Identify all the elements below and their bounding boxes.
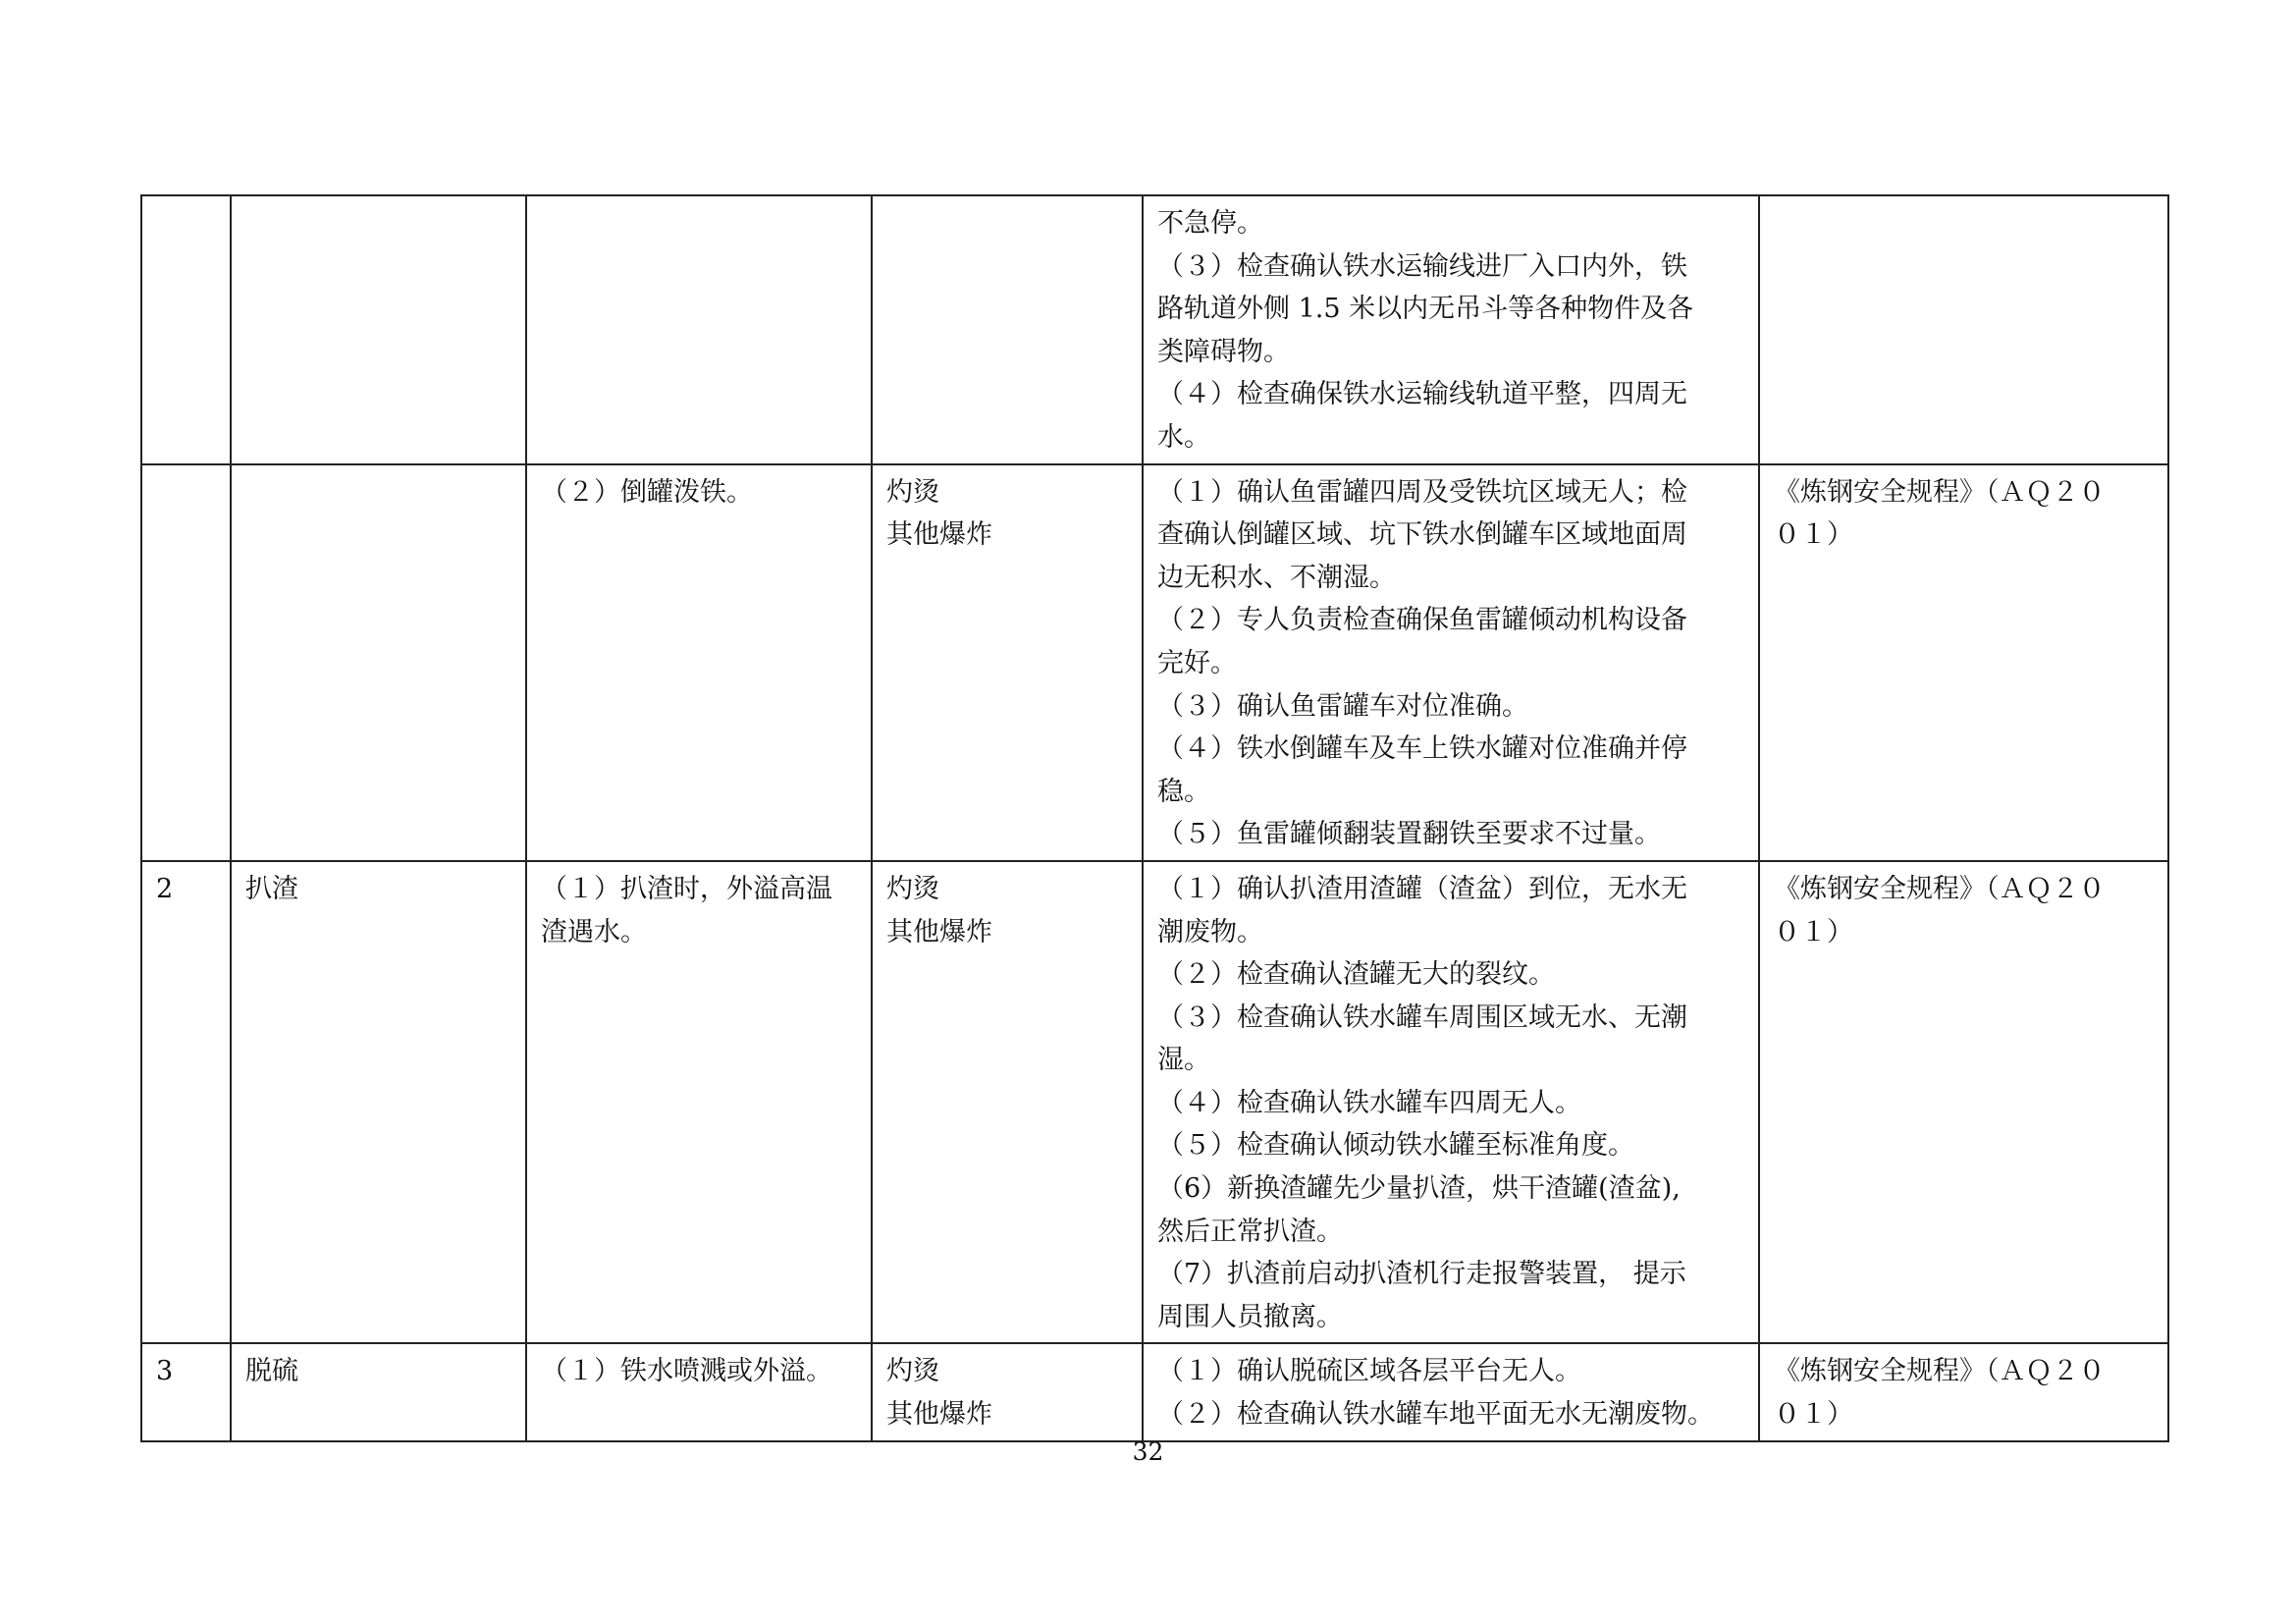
process-cell: 扒渣 xyxy=(231,861,526,1344)
risk-cell xyxy=(526,1343,872,1440)
safety-measures-table xyxy=(140,194,2169,1442)
table-row xyxy=(141,861,2168,1344)
measures-cell-line: （４）检查确认铁水罐车四周无人。 xyxy=(1157,1087,1581,1118)
measures-cell-line: （５）鱼雷罐倾翻装置翻铁至要求不过量。 xyxy=(1157,819,1661,850)
harm-cell-line: 其他爆炸 xyxy=(886,916,992,947)
measures-cell-line: 周围人员撤离。 xyxy=(1157,1301,1343,1332)
measures-cell-line: （３）检查确认铁水运输线进厂入口内外，铁 xyxy=(1157,250,1687,282)
harm-cell xyxy=(872,861,1143,1344)
measures-cell-line: （１）确认鱼雷罐四周及受铁坑区域无人；检 xyxy=(1157,476,1687,508)
measures-cell xyxy=(1143,464,1759,861)
harm-cell xyxy=(872,464,1143,861)
harm-cell-line: 其他爆炸 xyxy=(886,1399,992,1431)
harm-cell xyxy=(872,195,1143,464)
basis-cell xyxy=(1759,861,2168,1344)
row-number-cell: 3 xyxy=(141,1343,231,1440)
row-number-cell xyxy=(141,464,231,861)
table-row xyxy=(141,1343,2168,1440)
risk-cell-line: （１）扒渣时，外溢高温 xyxy=(541,873,832,904)
measures-cell-line: 不急停。 xyxy=(1157,208,1263,239)
measures-cell xyxy=(1143,195,1759,464)
measures-cell-line: （４）铁水倒罐车及车上铁水罐对位准确并停 xyxy=(1157,733,1687,765)
measures-cell xyxy=(1143,1343,1759,1440)
basis-cell xyxy=(1759,464,2168,861)
measures-cell-line: 边无积水、不潮湿。 xyxy=(1157,562,1396,593)
measures-cell-line: 稳。 xyxy=(1157,776,1210,807)
harm-cell-line: 灼烫 xyxy=(886,476,939,508)
measures-cell-line: 潮废物。 xyxy=(1157,916,1263,947)
row-number-cell: 2 xyxy=(141,861,231,1344)
measures-cell-line: （４）检查确保铁水运输线轨道平整，四周无 xyxy=(1157,379,1687,410)
risk-cell-line: （２）倒罐泼铁。 xyxy=(541,476,753,508)
process-cell xyxy=(231,195,526,464)
measures-cell-line: （３）检查确认铁水罐车周围区域无水、无潮 xyxy=(1157,1001,1687,1033)
risk-cell xyxy=(526,464,872,861)
measures-cell-line: （7）扒渣前启动扒渣机行走报警装置， 提示 xyxy=(1157,1259,1686,1290)
basis-cell xyxy=(1759,195,2168,464)
process-cell xyxy=(231,464,526,861)
harm-cell-line: 其他爆炸 xyxy=(886,519,992,551)
measures-cell-line: 湿。 xyxy=(1157,1045,1210,1076)
measures-cell-line: （２）检查确认渣罐无大的裂纹。 xyxy=(1157,959,1555,991)
harm-cell-line: 灼烫 xyxy=(886,1356,939,1387)
measures-cell-line: （３）确认鱼雷罐车对位准确。 xyxy=(1157,690,1528,722)
table-row xyxy=(141,195,2168,464)
measures-cell-line: 水。 xyxy=(1157,421,1210,453)
risk-cell xyxy=(526,195,872,464)
measures-cell-line: 类障碍物。 xyxy=(1157,336,1290,367)
process-cell: 脱硫 xyxy=(231,1343,526,1440)
measures-cell-line: （１）确认脱硫区域各层平台无人。 xyxy=(1157,1356,1581,1387)
measures-cell-line: 完好。 xyxy=(1157,647,1237,678)
measures-cell-line: （２）检查确认铁水罐车地平面无水无潮废物。 xyxy=(1157,1399,1714,1431)
measures-cell-line: （５）检查确认倾动铁水罐至标准角度。 xyxy=(1157,1130,1634,1162)
basis-cell xyxy=(1759,1343,2168,1440)
measures-cell-line: （２）专人负责检查确保鱼雷罐倾动机构设备 xyxy=(1157,605,1687,636)
measures-cell xyxy=(1143,861,1759,1344)
measures-cell-line: 路轨道外侧 1.5 米以内无吊斗等各种物件及各 xyxy=(1157,294,1694,325)
harm-cell-line: 灼烫 xyxy=(886,873,939,904)
measures-cell-line: 查确认倒罐区域、坑下铁水倒罐车区域地面周 xyxy=(1157,519,1687,551)
basis-cell-line: ０１） xyxy=(1774,519,1853,551)
risk-cell xyxy=(526,861,872,1344)
basis-cell-line: ０１） xyxy=(1774,1399,1853,1431)
table-row xyxy=(141,464,2168,861)
table-body xyxy=(141,195,2168,1441)
risk-cell-line: （１）铁水喷溅或外溢。 xyxy=(541,1356,832,1387)
basis-cell-line: ０１） xyxy=(1774,916,1853,947)
risk-cell-line: 渣遇水。 xyxy=(541,916,647,947)
basis-cell-line: 《炼钢安全规程》（ＡＱ２０ xyxy=(1774,873,2106,904)
measures-cell-line: 然后正常扒渣。 xyxy=(1157,1216,1343,1247)
basis-cell-line: 《炼钢安全规程》（ＡＱ２０ xyxy=(1774,476,2106,508)
measures-cell-line: （6）新换渣罐先少量扒渣，烘干渣罐(渣盆), xyxy=(1157,1173,1681,1205)
basis-cell-line: 《炼钢安全规程》（ＡＱ２０ xyxy=(1774,1356,2106,1387)
measures-cell-line: （１）确认扒渣用渣罐（渣盆）到位，无水无 xyxy=(1157,873,1687,904)
page-number: 32 xyxy=(1132,1437,1164,1466)
row-number-cell xyxy=(141,195,231,464)
harm-cell xyxy=(872,1343,1143,1440)
